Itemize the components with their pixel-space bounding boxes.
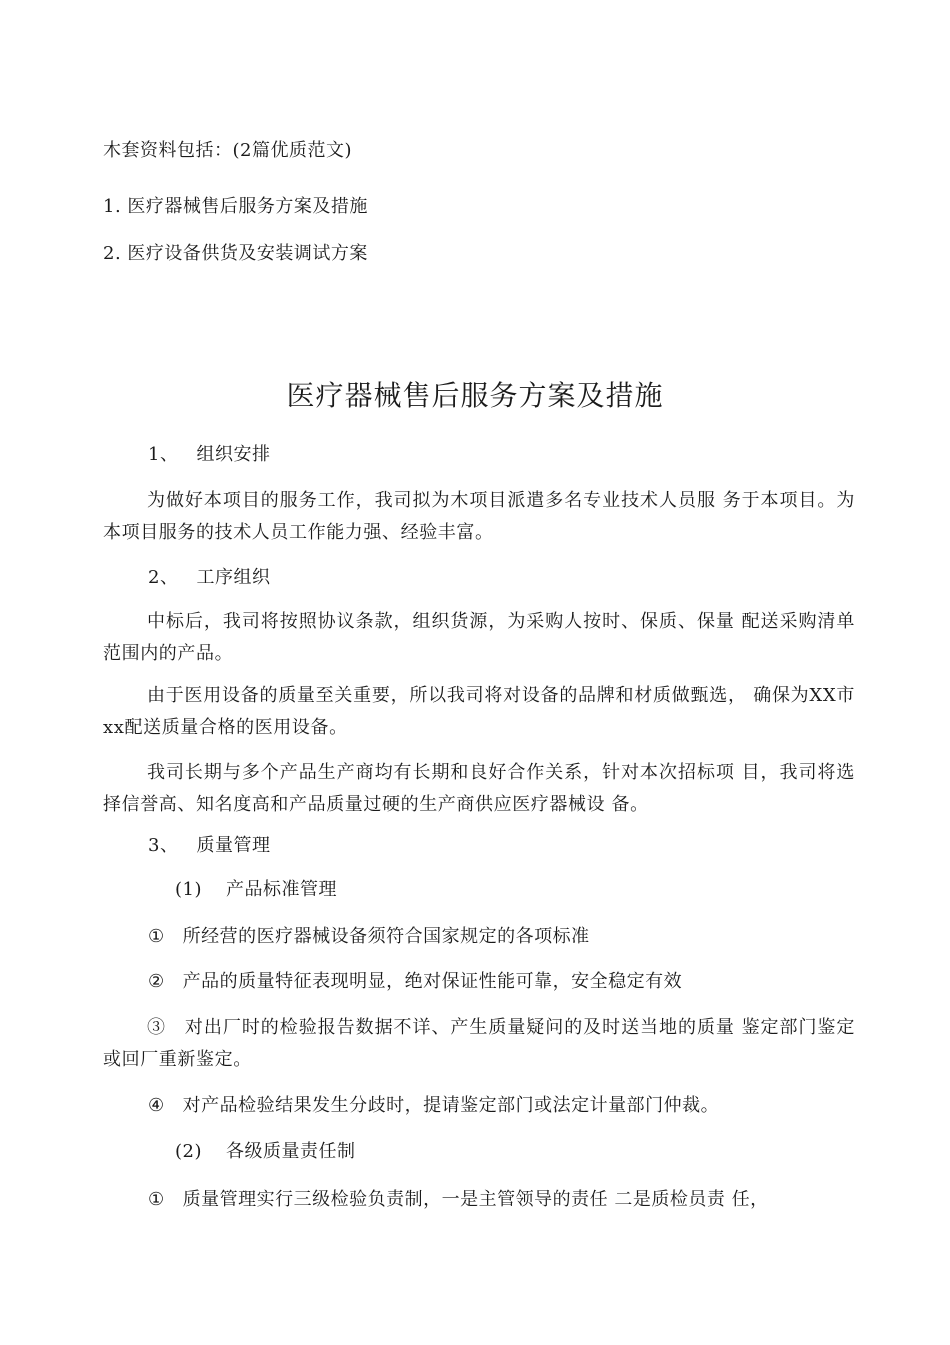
intro-item-1: 1. 医疗器械售后服务方案及措施: [103, 196, 368, 217]
list-item-standard-4: [148, 1096, 719, 1116]
list-item-text: 对产品检验结果发生分歧时，提请鉴定部门或法定计量部门仲裁。: [182, 1095, 720, 1116]
paragraph-quality-selection: 由于医用设备的质量至关重要，所以我司将对设备的品牌和材质做甄选， 确保为XX市xx配送质量合格的医用设备。: [103, 685, 855, 738]
list-item-standard-2: [148, 972, 682, 992]
subsection-number: (1): [175, 879, 202, 900]
subsection-number: (2): [175, 1141, 202, 1162]
intro-heading: 木套资料包括：(2篇优质范文): [103, 140, 352, 161]
section-number: 3、: [148, 835, 179, 856]
list-item-text: 产品的质量特征表现明显，绝对保证性能可靠，安全稳定有效: [182, 971, 683, 992]
section-heading-2: [148, 568, 270, 588]
circled-number: ①: [148, 926, 165, 947]
paragraph-suppliers: 我司长期与多个产品生产商均有长期和良好合作关系，针对本次招标项 目，我司将选择信誉高、知名度高和产品质量过硬的生产商供应医疗器械设 备。: [103, 762, 855, 815]
page-title: 医疗器械售后服务方案及措施: [286, 379, 664, 412]
circled-number: ①: [148, 1189, 165, 1210]
list-item-standard-1: [148, 927, 590, 947]
list-item-text: 质量管理实行三级检验负责制，一是主管领导的责任 二是质检员责 任，: [182, 1189, 769, 1210]
circled-number: ②: [148, 971, 165, 992]
subsection-heading-1: [175, 880, 337, 900]
subsection-heading-2: [175, 1142, 356, 1162]
circled-number: ④: [148, 1095, 165, 1116]
paragraph-organization: 为做好本项目的服务工作，我司拟为木项目派遣多名专业技术人员服 务于本项目。为本项目服务的技术人员工作能力强、经验丰富。: [103, 490, 855, 543]
list-item-standard-3: ③ 对出厂时的检验报告数据不详、产生质量疑问的及时送当地的质量 鉴定部门鉴定或回厂重新鉴定。: [103, 1017, 855, 1070]
section-label: 工序组织: [196, 567, 271, 588]
section-number: 2、: [148, 567, 179, 588]
intro-item-2: 2. 医疗设备供货及安装调试方案: [103, 243, 368, 264]
section-label: 组织安排: [196, 444, 271, 465]
section-heading-3: [148, 836, 270, 856]
subsection-label: 各级质量责任制: [226, 1141, 356, 1162]
subsection-label: 产品标准管理: [226, 879, 337, 900]
paragraph-procurement: 中标后，我司将按照协议条款，组织货源，为采购人按时、保质、保量 配送采购清单范围内的产品。: [103, 611, 855, 664]
list-item-responsibility-1: [148, 1190, 769, 1210]
section-label: 质量管理: [196, 835, 271, 856]
section-number: 1、: [148, 444, 179, 465]
list-item-text: 所经营的医疗器械设备须符合国家规定的各项标准: [182, 926, 590, 947]
section-heading-1: [148, 445, 270, 465]
